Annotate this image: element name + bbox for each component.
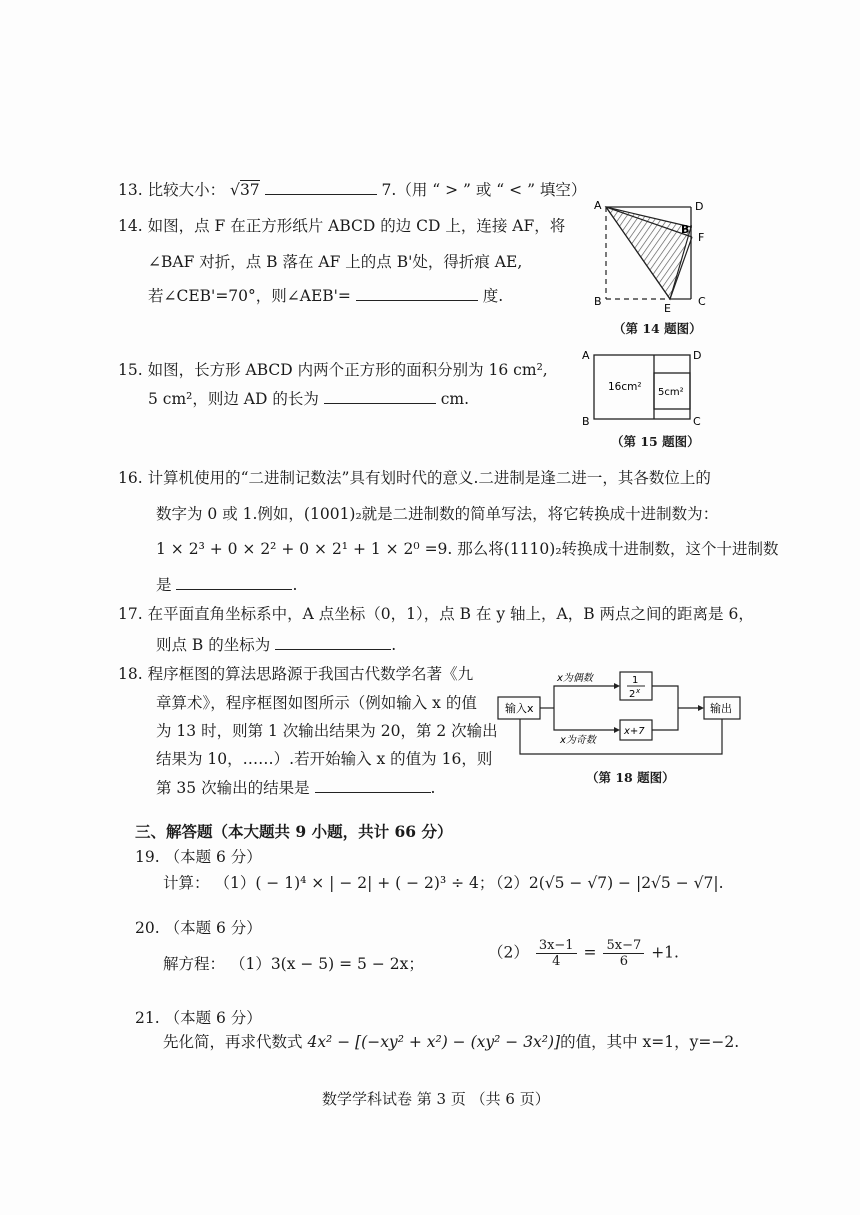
question-16-line3b: 那么将(1110)₂转换成十进制数，这个十进制数 bbox=[457, 540, 779, 558]
question-15-line1: 如图，长方形 ABCD 内两个正方形的面积分别为 16 cm², bbox=[147, 361, 548, 379]
question-18-line4: 结果为 10，……）.若开始输入 x 的值为 16，则 bbox=[156, 750, 493, 768]
question-15-line2a: 5 cm²，则边 AD 的长为 bbox=[148, 390, 319, 408]
even-op-numerator: 1 bbox=[632, 675, 639, 686]
question-16-line1: 计算机使用的“二进制记数法”具有划时代的意义.二进制是逢二进一，其各数位上的 bbox=[147, 469, 711, 487]
question-16-line2: 数字为 0 或 1.例如，(1001)₂就是二进制数的简单写法，将它转换成十进制数为： bbox=[156, 505, 719, 523]
label-e: E bbox=[664, 302, 671, 315]
answer-blank-15[interactable] bbox=[324, 389, 436, 404]
small-square-area: 5cm² bbox=[658, 387, 684, 398]
folded-triangle bbox=[606, 207, 691, 299]
question-14-line3a: 若∠CEB'=70°，则∠AEB'= bbox=[148, 287, 351, 305]
question-19-part2: （2）2(√5 − √7) − |2√5 − √7|. bbox=[488, 874, 724, 892]
question-number: 14. bbox=[118, 217, 143, 235]
feedback-loop bbox=[520, 719, 722, 754]
answer-blank-13[interactable] bbox=[265, 180, 377, 195]
question-number: 13. bbox=[118, 181, 143, 199]
even-op-denominator: 2 bbox=[629, 689, 636, 700]
fraction-right: $\frac{5x-7}{6}$ bbox=[603, 938, 644, 969]
question-18-line2: 章算术》，程序框图如图所示（例如输入 x 的值 bbox=[156, 694, 477, 712]
question-20-part1: （1）3(x − 5) = 5 − 2x； bbox=[229, 955, 424, 973]
answer-blank-17[interactable] bbox=[275, 635, 391, 650]
fraction-left: $\frac{3x-1}{4}$ bbox=[536, 938, 577, 969]
label-a: A bbox=[582, 349, 590, 362]
figure-18-flowchart bbox=[494, 664, 759, 764]
answer-blank-18[interactable] bbox=[315, 778, 431, 793]
sqrt-symbol: √37 bbox=[230, 181, 260, 199]
question-13-lead: 比较大小： bbox=[147, 181, 226, 199]
question-number: 20. bbox=[135, 919, 160, 937]
question-16-formula: 1 × 2³ + 0 × 2² + 0 × 2¹ + 1 × 2⁰ =9. bbox=[156, 540, 453, 558]
odd-condition: x为奇数 bbox=[560, 735, 596, 746]
question-points: （本题 6 分） bbox=[164, 1009, 262, 1027]
question-number: 18. bbox=[118, 665, 143, 683]
answer-blank-14[interactable] bbox=[356, 286, 478, 301]
big-square-area: 16cm² bbox=[608, 381, 642, 393]
question-number: 21. bbox=[135, 1009, 160, 1027]
odd-branch bbox=[554, 708, 614, 730]
question-18-line3: 为 13 时，则第 1 次输出结果为 20，第 2 次输出 bbox=[156, 722, 498, 740]
question-15-line2b: cm. bbox=[440, 390, 470, 408]
question-20-lead: 解方程： bbox=[163, 955, 226, 973]
label-c: C bbox=[698, 295, 706, 308]
question-19-lead: 计算： bbox=[163, 874, 210, 892]
question-21-tail: 的值，其中 x=1，y=−2. bbox=[560, 1033, 740, 1051]
label-b: B bbox=[594, 295, 602, 308]
question-14-line1: 如图，点 F 在正方形纸片 ABCD 的边 CD 上，连接 AF，将 bbox=[147, 217, 566, 235]
question-18-line1: 程序框图的算法思路源于我国古代数学名著《九 bbox=[147, 665, 474, 683]
label-d: D bbox=[693, 349, 702, 362]
answer-blank-16[interactable] bbox=[176, 575, 292, 590]
label-a: A bbox=[594, 199, 602, 212]
question-20-part2: （2） $\frac{3x-1}{4}$ = $\frac{5x-7}{6}$ +1. bbox=[488, 938, 679, 969]
section-heading: 三、解答题（本大题共 9 小题，共计 66 分） bbox=[135, 822, 453, 841]
question-number: 17. bbox=[118, 605, 143, 623]
question-14-line3b: 度. bbox=[482, 287, 504, 305]
question-21-lead: 先化简，再求代数式 bbox=[163, 1033, 303, 1051]
label-b-prime: B' bbox=[681, 223, 693, 236]
question-points: （本题 6 分） bbox=[164, 848, 262, 866]
label-f: F bbox=[698, 231, 705, 244]
svg-text:x: x bbox=[636, 687, 641, 695]
question-16-line4: 是 bbox=[156, 576, 172, 594]
question-17-line2: 则点 B 的坐标为 bbox=[156, 636, 271, 654]
question-21-expression: 4x² − [(−xy² + x²) − (xy² − 3x²)] bbox=[307, 1033, 561, 1051]
question-number: 16. bbox=[118, 469, 143, 487]
input-label: 输入x bbox=[505, 702, 534, 715]
label-c: C bbox=[693, 415, 701, 428]
figure-14-square-diagram bbox=[580, 195, 715, 315]
question-number: 15. bbox=[118, 361, 143, 379]
even-branch bbox=[554, 686, 614, 708]
odd-op-label: x+7 bbox=[624, 726, 645, 737]
question-14-line2: ∠BAF 对折，点 B 落在 AF 上的点 B'处，得折痕 AE, bbox=[148, 253, 523, 271]
output-label: 输出 bbox=[710, 702, 732, 715]
figure-14-caption: （第 14 题图） bbox=[613, 321, 702, 336]
question-19-part1: （1）( − 1)⁴ × | − 2| + ( − 2)³ ÷ 4； bbox=[214, 874, 495, 892]
figure-15-caption: （第 15 题图） bbox=[611, 434, 700, 449]
question-points: （本题 6 分） bbox=[164, 919, 262, 937]
even-condition: x为偶数 bbox=[557, 673, 593, 684]
question-17-line1: 在平面直角坐标系中，A 点坐标（0，1），点 B 在 y 轴上，A，B 两点之间的距离是 6， bbox=[147, 605, 754, 623]
question-number: 19. bbox=[135, 848, 160, 866]
question-13-tail: 7.（用 “ > ” 或 “ < ” 填空） bbox=[381, 181, 587, 199]
question-13 bbox=[118, 178, 586, 200]
figure-15-rectangle-diagram bbox=[578, 345, 713, 430]
page-footer: 数学学科试卷 第 3 页 （共 6 页） bbox=[322, 1090, 550, 1108]
label-b: B bbox=[582, 415, 590, 428]
question-18-line5: 第 35 次输出的结果是 bbox=[156, 779, 310, 797]
label-d: D bbox=[695, 200, 704, 213]
radicand: 37 bbox=[239, 181, 260, 199]
figure-18-caption: （第 18 题图） bbox=[586, 770, 675, 785]
